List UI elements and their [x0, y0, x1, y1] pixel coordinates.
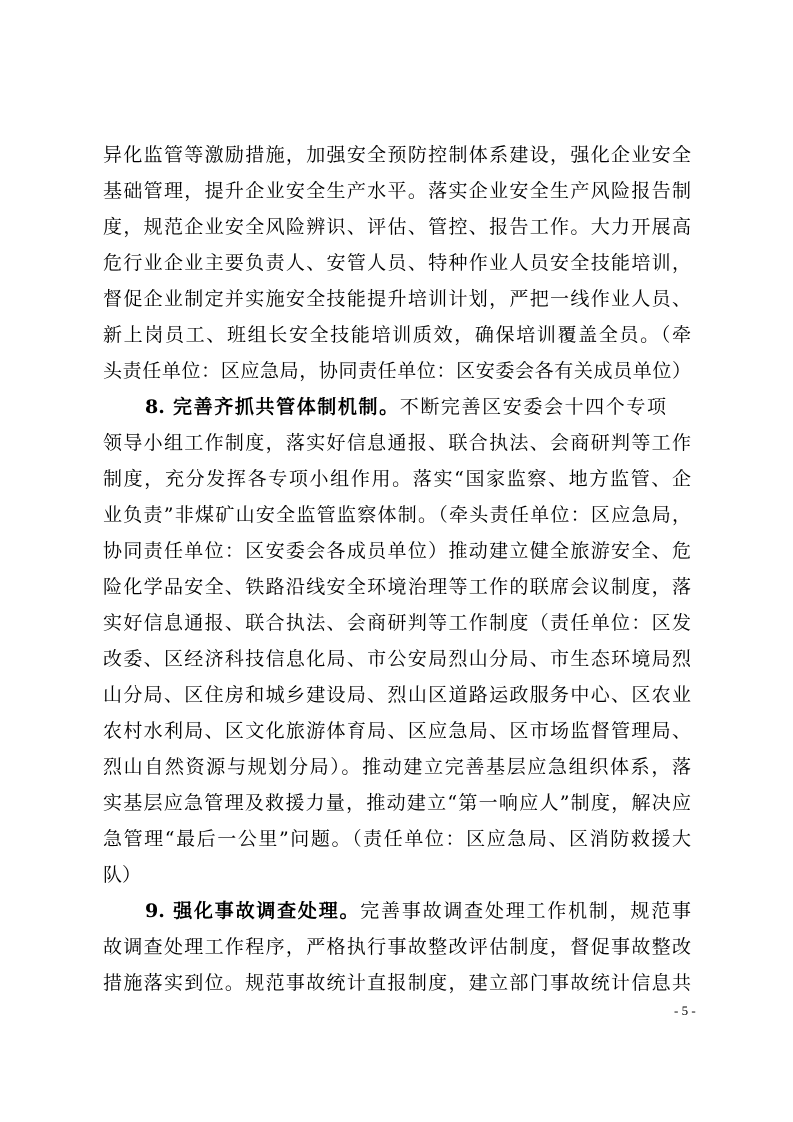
text-line: 协同责任单位：区安委会各成员单位）推动建立健全旅游安全、危: [103, 540, 691, 562]
text-line: 基础管理，提升企业安全生产水平。落实企业安全生产风险报告制: [103, 180, 691, 202]
text-line: 危行业企业主要负责人、安管人员、特种作业人员安全技能培训，: [103, 252, 691, 274]
text-line: 实基层应急管理及救援力量，推动建立“第一响应人”制度，解决应: [103, 792, 691, 814]
text-line: 度，规范企业安全风险辨识、评估、管控、报告工作。大力开展高: [103, 216, 691, 238]
item-9-heading: 9. 强化事故调查处理。: [145, 900, 361, 922]
item-8-first-line: [145, 389, 666, 425]
item-8-first-line-text: 不断完善区安委会十四个专项: [399, 396, 666, 418]
text-line: 头责任单位：区应急局，协同责任单位：区安委会各有关成员单位）: [103, 360, 691, 382]
text-line: 烈山自然资源与规划分局）。推动建立完善基层应急组织体系，落: [103, 756, 691, 778]
text-line: 领导小组工作制度，落实好信息通报、联合执法、会商研判等工作: [103, 432, 691, 454]
text-line: 制度，充分发挥各专项小组作用。落实“国家监察、地方监管、企: [103, 468, 691, 490]
document-body: [103, 137, 691, 1001]
text-line: 山分局、区住房和城乡建设局、烈山区道路运政服务中心、区农业: [103, 684, 691, 706]
text-line: 措施落实到位。规范事故统计直报制度，建立部门事故统计信息共: [103, 972, 691, 994]
text-line: 督促企业制定并实施安全技能提升培训计划，严把一线作业人员、: [103, 288, 691, 310]
item-9-first-line-text: 完善事故调查处理工作机制，规范事: [360, 900, 691, 922]
text-line: 新上岗员工、班组长安全技能培训质效，确保培训覆盖全员。（牵: [103, 324, 691, 346]
text-line: 农村水利局、区文化旅游体育局、区应急局、区市场监督管理局、: [103, 720, 691, 742]
text-line: 队）: [103, 864, 142, 886]
text-line: 故调查处理工作程序，严格执行事故整改评估制度，督促事故整改: [103, 936, 691, 958]
text-line: 实好信息通报、联合执法、会商研判等工作制度（责任单位：区发: [103, 612, 691, 634]
text-line: 业负责”非煤矿山安全监管监察体制。（牵头责任单位：区应急局，: [103, 504, 691, 526]
page-number: - 5 -: [674, 1003, 696, 1018]
text-line: 险化学品安全、铁路沿线安全环境治理等工作的联席会议制度，落: [103, 576, 691, 598]
item-8-heading: 8. 完善齐抓共管体制机制。: [145, 396, 400, 418]
text-line: 急管理“最后一公里”问题。（责任单位：区应急局、区消防救援大: [103, 828, 691, 850]
text-line: 改委、区经济科技信息化局、市公安局烈山分局、市生态环境局烈: [103, 648, 691, 670]
item-9-first-line: [145, 893, 691, 929]
text-line: 异化监管等激励措施，加强安全预防控制体系建设，强化企业安全: [103, 144, 691, 166]
